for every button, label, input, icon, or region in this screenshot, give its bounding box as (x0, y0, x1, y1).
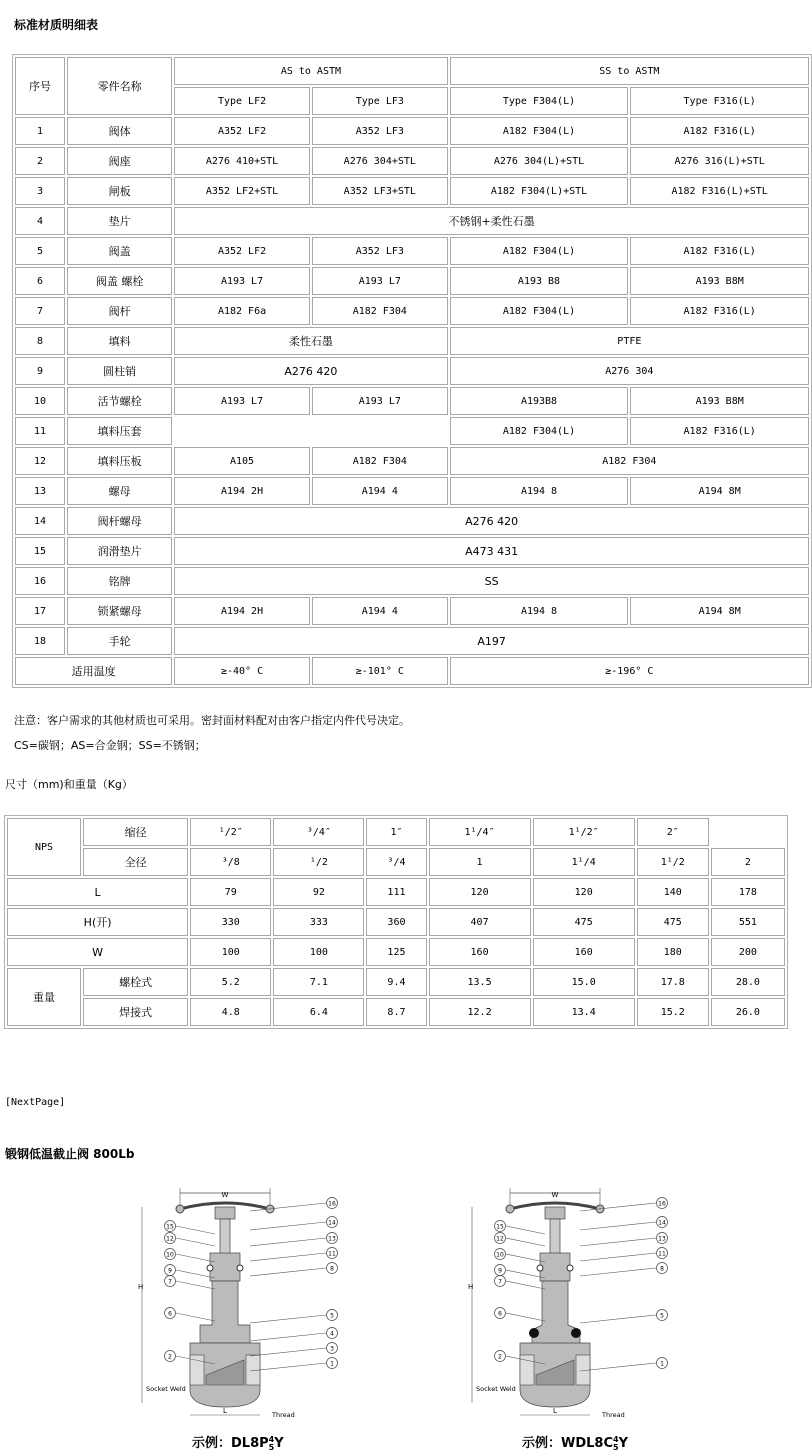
row-no: 2 (15, 147, 65, 175)
material-cell: A194 8 (450, 597, 629, 625)
table-row (15, 237, 809, 265)
model-subscript: 5 (268, 1442, 275, 1452)
model-code: DL8P (231, 1436, 269, 1451)
callout-1 (580, 1358, 668, 1372)
part-name: 润滑垫片 (67, 537, 172, 565)
row-no: 9 (15, 357, 65, 385)
full-size: 2 (711, 848, 785, 876)
svg-text:1: 1 (660, 1360, 664, 1368)
full-size: 1¹/4 (533, 848, 635, 876)
material-cell: A193 L7 (312, 267, 448, 295)
header-type: Type LF3 (312, 87, 448, 115)
svg-text:9: 9 (498, 1267, 502, 1275)
material-cell: A105 (174, 447, 310, 475)
table-row (15, 267, 809, 295)
reduced-size: 1¹/4″ (429, 818, 531, 846)
svg-text:12: 12 (496, 1235, 504, 1243)
table-row (15, 177, 809, 205)
callout-11 (580, 1248, 668, 1262)
callout-15 (495, 1221, 546, 1235)
material-cell: A193 L7 (312, 387, 448, 415)
callout-10 (165, 1249, 216, 1263)
callout-7 (495, 1276, 546, 1290)
row-no: 16 (15, 567, 65, 595)
socket-weld-label: Socket Weld (146, 1385, 186, 1393)
material-cell: SS (174, 567, 809, 595)
callout-8 (580, 1263, 668, 1277)
part-name: 铭牌 (67, 567, 172, 595)
reduced-size: 2″ (637, 818, 709, 846)
svg-text:2: 2 (498, 1353, 502, 1361)
material-cell: A182 F304(L) (450, 237, 629, 265)
svg-text:3: 3 (330, 1345, 334, 1353)
svg-text:10: 10 (166, 1251, 174, 1259)
row-no: 11 (15, 417, 65, 445)
part-name: 阀杆螺母 (67, 507, 172, 535)
table-row (15, 537, 809, 565)
callout-14 (250, 1217, 338, 1231)
material-cell-empty (174, 417, 448, 445)
thread-label: Thread (272, 1411, 295, 1419)
reduced-size: 1¹/2″ (533, 818, 635, 846)
material-cell: 不锈钢+柔性石墨 (174, 207, 809, 235)
table-row (15, 207, 809, 235)
dimensions-table (4, 815, 788, 1029)
material-cell: A194 4 (312, 597, 448, 625)
model-subscript: 5 (613, 1442, 619, 1452)
material-cell: A182 F316(L)+STL (630, 177, 809, 205)
weight-type-label: 焊接式 (83, 998, 188, 1026)
material-cell: A194 8M (630, 477, 809, 505)
material-cell: A193 L7 (174, 387, 310, 415)
part-name: 阀盖 螺栓 (67, 267, 172, 295)
material-cell: A182 F304(L) (450, 297, 629, 325)
weight-value: 17.8 (637, 968, 709, 996)
row-no: 7 (15, 297, 65, 325)
material-cell: A276 304(L)+STL (450, 147, 629, 175)
dimension-label: L (7, 878, 188, 906)
full-bore-label: 全径 (83, 848, 188, 876)
dimension-value: 200 (711, 938, 785, 966)
material-cell: 柔性石墨 (174, 327, 448, 355)
dimension-label: H(开) (7, 908, 188, 936)
svg-text:15: 15 (166, 1223, 174, 1231)
material-cell: A182 F316(L) (630, 237, 809, 265)
row-no: 3 (15, 177, 65, 205)
model-example-caption (192, 1432, 284, 1452)
material-cell: A276 420 (174, 507, 809, 535)
material-cell: A182 F6a (174, 297, 310, 325)
callout-7 (165, 1276, 216, 1290)
full-size: ³/4 (366, 848, 426, 876)
dimension-value: 180 (637, 938, 709, 966)
dimension-w-label: W (221, 1191, 229, 1199)
material-cell: A182 F304 (312, 447, 448, 475)
dimension-value: 160 (429, 938, 531, 966)
callout-12 (495, 1233, 546, 1247)
thread-label: Thread (602, 1411, 625, 1419)
row-no: 1 (15, 117, 65, 145)
dimension-h-label: H (138, 1283, 144, 1291)
svg-text:10: 10 (496, 1251, 504, 1259)
full-size: ¹/2 (273, 848, 364, 876)
callout-4 (250, 1328, 338, 1342)
table-row (15, 297, 809, 325)
temperature-value: ≥-101° C (312, 657, 448, 685)
materials-title: 标准材质明细表 (14, 18, 99, 32)
row-no: 18 (15, 627, 65, 655)
svg-text:5: 5 (330, 1312, 334, 1320)
row-no: 10 (15, 387, 65, 415)
weight-value: 5.2 (190, 968, 271, 996)
dimension-value: 360 (366, 908, 426, 936)
callout-6 (165, 1308, 216, 1322)
svg-text:13: 13 (328, 1235, 336, 1243)
svg-text:12: 12 (166, 1235, 174, 1243)
part-name: 垫片 (67, 207, 172, 235)
weight-value: 13.4 (533, 998, 635, 1026)
material-cell: A193 L7 (174, 267, 310, 295)
reduced-size: ³/4″ (273, 818, 364, 846)
caption-prefix: 示例： (192, 1436, 232, 1451)
dimensions-title: 尺寸（mm)和重量（Kg） (5, 778, 133, 791)
header-type: Type LF2 (174, 87, 310, 115)
svg-text:16: 16 (658, 1200, 666, 1208)
material-cell: A193B8 (450, 387, 629, 415)
model-example-caption (522, 1432, 628, 1452)
material-cell: A182 F316(L) (630, 417, 809, 445)
dimension-w-label: W (551, 1191, 559, 1199)
part-name: 活节螺栓 (67, 387, 172, 415)
material-cell: A276 316(L)+STL (630, 147, 809, 175)
header-ss-to-astm: SS to ASTM (450, 57, 809, 85)
svg-text:6: 6 (168, 1310, 172, 1318)
callout-3 (250, 1343, 338, 1357)
reduced-size: 1″ (366, 818, 426, 846)
dimension-value: 178 (711, 878, 785, 906)
material-cell: A194 2H (174, 597, 310, 625)
full-size: 1¹/2 (637, 848, 709, 876)
dimension-value: 330 (190, 908, 271, 936)
note-materials: 注意：客户需求的其他材质也可采用。密封面材料配对由客户指定内件代号决定。 (14, 714, 410, 727)
material-cell: A194 8M (630, 597, 809, 625)
svg-text:2: 2 (168, 1353, 172, 1361)
dimension-value: 120 (429, 878, 531, 906)
row-no: 5 (15, 237, 65, 265)
callout-16 (250, 1198, 338, 1212)
table-row (15, 477, 809, 505)
socket-weld-label: Socket Weld (476, 1385, 516, 1393)
weight-type-label: 螺栓式 (83, 968, 188, 996)
section-title: 锻钢低温截止阀 800Lb (5, 1147, 135, 1161)
material-cell: A197 (174, 627, 809, 655)
table-row (15, 597, 809, 625)
material-cell: A352 LF2 (174, 117, 310, 145)
row-no: 8 (15, 327, 65, 355)
model-code: WDL8C (561, 1436, 614, 1451)
weight-value: 9.4 (366, 968, 426, 996)
callout-13 (580, 1233, 668, 1247)
material-cell: A194 8 (450, 477, 629, 505)
temperature-value: ≥-196° C (450, 657, 809, 685)
svg-text:8: 8 (660, 1265, 664, 1273)
material-cell: A193 B8 (450, 267, 629, 295)
row-no: 6 (15, 267, 65, 295)
part-name: 圆柱销 (67, 357, 172, 385)
header-as-to-astm: AS to ASTM (174, 57, 448, 85)
svg-text:9: 9 (168, 1267, 172, 1275)
header-part-name: 零件名称 (67, 57, 172, 115)
callout-1 (250, 1358, 338, 1372)
material-cell: A182 F304(L) (450, 417, 629, 445)
part-name: 阀体 (67, 117, 172, 145)
table-row (15, 567, 809, 595)
caption-prefix: 示例： (522, 1436, 562, 1451)
dimension-value: 92 (273, 878, 364, 906)
part-name: 填料 (67, 327, 172, 355)
svg-text:8: 8 (330, 1265, 334, 1273)
materials-table (12, 54, 812, 688)
table-row (15, 627, 809, 655)
svg-text:14: 14 (658, 1219, 666, 1227)
table-row (15, 117, 809, 145)
material-cell: A182 F316(L) (630, 117, 809, 145)
header-no: 序号 (15, 57, 65, 115)
callout-12 (165, 1233, 216, 1247)
material-cell: A352 LF3 (312, 237, 448, 265)
callout-13 (250, 1233, 338, 1247)
material-cell: A194 2H (174, 477, 310, 505)
part-name: 阀盖 (67, 237, 172, 265)
row-no: 4 (15, 207, 65, 235)
weight-value: 28.0 (711, 968, 785, 996)
row-no: 12 (15, 447, 65, 475)
reduced-bore-label: 缩径 (83, 818, 188, 846)
row-no: 17 (15, 597, 65, 625)
material-cell: A182 F316(L) (630, 297, 809, 325)
material-cell: A473 431 (174, 537, 809, 565)
temperature-value: ≥-40° C (174, 657, 310, 685)
part-name: 闸板 (67, 177, 172, 205)
callout-6 (495, 1308, 546, 1322)
dimension-l-label: L (223, 1407, 227, 1415)
weight-value: 13.5 (429, 968, 531, 996)
model-suffix: Y (618, 1436, 629, 1451)
svg-text:11: 11 (658, 1250, 666, 1258)
full-size: ³/8 (190, 848, 271, 876)
table-row (15, 507, 809, 535)
dimension-label: W (7, 938, 188, 966)
dimension-value: 100 (190, 938, 271, 966)
dimension-value: 140 (637, 878, 709, 906)
material-cell: A193 B8M (630, 387, 809, 415)
model-suffix: Y (274, 1436, 284, 1451)
next-page-link[interactable]: [NextPage] (5, 1097, 66, 1108)
dimension-value: 160 (533, 938, 635, 966)
note-abbreviations: CS=碳钢；AS=合金钢；SS=不锈钢； (14, 739, 206, 752)
part-name: 阀杆 (67, 297, 172, 325)
callout-5 (250, 1310, 338, 1324)
svg-text:7: 7 (498, 1278, 502, 1286)
dimension-value: 475 (533, 908, 635, 936)
dimension-value: 407 (429, 908, 531, 936)
callout-15 (165, 1221, 216, 1235)
dimension-value: 111 (366, 878, 426, 906)
table-row (15, 147, 809, 175)
model-superscript: 4 (613, 1434, 619, 1444)
material-cell: A182 F304(L)+STL (450, 177, 629, 205)
empty-cell (711, 818, 785, 846)
part-name: 填料压套 (67, 417, 172, 445)
weight-value: 26.0 (711, 998, 785, 1026)
weight-value: 8.7 (366, 998, 426, 1026)
dimension-value: 475 (637, 908, 709, 936)
table-row (15, 447, 809, 475)
row-no: 13 (15, 477, 65, 505)
header-type: Type F304(L) (450, 87, 629, 115)
model-superscript: 4 (268, 1434, 275, 1444)
row-no: 15 (15, 537, 65, 565)
part-name: 螺母 (67, 477, 172, 505)
material-cell: A352 LF3 (312, 117, 448, 145)
dimension-value: 333 (273, 908, 364, 936)
table-row (15, 387, 809, 415)
material-cell: A193 B8M (630, 267, 809, 295)
table-row (15, 417, 809, 445)
part-name: 填料压板 (67, 447, 172, 475)
dimension-l-label: L (553, 1407, 557, 1415)
callout-11 (250, 1248, 338, 1262)
part-name: 手轮 (67, 627, 172, 655)
callout-14 (580, 1217, 668, 1231)
material-cell: A194 4 (312, 477, 448, 505)
svg-text:14: 14 (328, 1219, 336, 1227)
callout-5 (580, 1310, 668, 1324)
reduced-size: ¹/2″ (190, 818, 271, 846)
svg-text:4: 4 (330, 1330, 334, 1338)
nps-label: NPS (7, 818, 81, 876)
valve-diagram (140, 1185, 340, 1430)
dimension-value: 79 (190, 878, 271, 906)
material-cell: A182 F304 (450, 447, 809, 475)
material-cell: A276 410+STL (174, 147, 310, 175)
svg-text:6: 6 (498, 1310, 502, 1318)
dimension-value: 551 (711, 908, 785, 936)
svg-text:11: 11 (328, 1250, 336, 1258)
table-row (15, 327, 809, 355)
dimension-value: 100 (273, 938, 364, 966)
part-name: 锁紧螺母 (67, 597, 172, 625)
svg-text:16: 16 (328, 1200, 336, 1208)
callout-8 (250, 1263, 338, 1277)
weight-label: 重量 (7, 968, 81, 1026)
weight-value: 15.0 (533, 968, 635, 996)
material-cell: A182 F304 (312, 297, 448, 325)
part-name: 阀座 (67, 147, 172, 175)
material-cell: A352 LF2+STL (174, 177, 310, 205)
material-cell: PTFE (450, 327, 809, 355)
weight-value: 7.1 (273, 968, 364, 996)
valve-diagram (470, 1185, 670, 1430)
weight-value: 15.2 (637, 998, 709, 1026)
weight-value: 4.8 (190, 998, 271, 1026)
callout-16 (580, 1198, 668, 1212)
material-cell: A182 F304(L) (450, 117, 629, 145)
header-type: Type F316(L) (630, 87, 809, 115)
table-row (15, 357, 809, 385)
material-cell: A352 LF2 (174, 237, 310, 265)
svg-text:15: 15 (496, 1223, 504, 1231)
row-no: 14 (15, 507, 65, 535)
material-cell: A352 LF3+STL (312, 177, 448, 205)
svg-text:13: 13 (658, 1235, 666, 1243)
svg-text:7: 7 (168, 1278, 172, 1286)
dimension-value: 125 (366, 938, 426, 966)
dimension-h-label: H (468, 1283, 474, 1291)
svg-text:1: 1 (330, 1360, 334, 1368)
svg-text:5: 5 (660, 1312, 664, 1320)
material-cell: A276 304+STL (312, 147, 448, 175)
weight-value: 6.4 (273, 998, 364, 1026)
dimension-value: 120 (533, 878, 635, 906)
material-cell: A276 420 (174, 357, 448, 385)
temperature-label: 适用温度 (15, 657, 172, 685)
callout-10 (495, 1249, 546, 1263)
full-size: 1 (429, 848, 531, 876)
weight-value: 12.2 (429, 998, 531, 1026)
material-cell: A276 304 (450, 357, 809, 385)
